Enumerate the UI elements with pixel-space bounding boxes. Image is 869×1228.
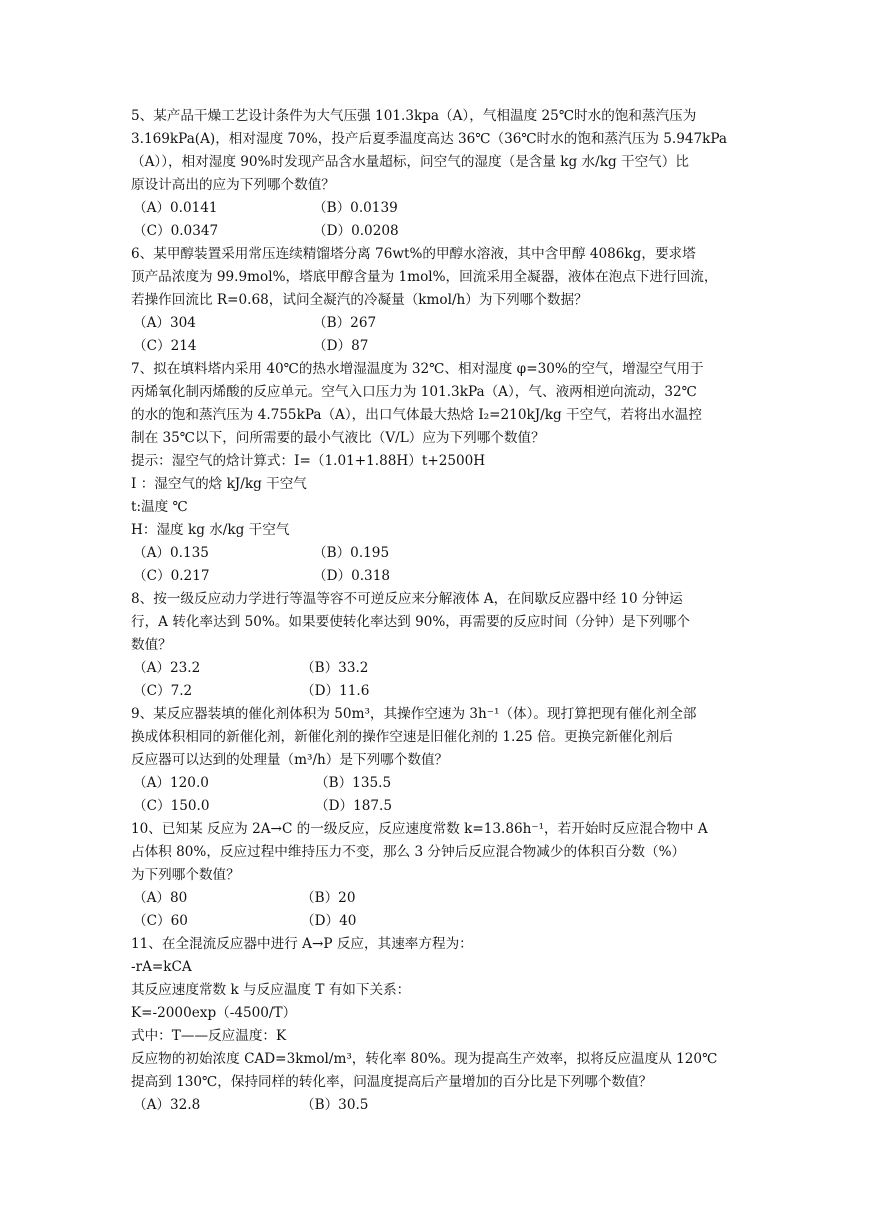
question-text-line: 数值？: [131, 637, 172, 653]
options-row: [131, 220, 744, 243]
options-row: [131, 887, 744, 910]
questions-container: [131, 105, 744, 1117]
question-text-line: 3.169kPa(A)，相对湿度 70%，投产后夏季温度高达 36℃（36℃时水的饱和蒸汽压为 5.947kPa: [131, 131, 728, 147]
answer-option: （A）32.8: [133, 1097, 201, 1113]
answer-option: （B）0.0139: [313, 200, 398, 216]
question-text-line: 占体积 80%，反应过程中维持压力不变，那么 3 分钟后反应混合物减少的体积百分数（%）: [131, 844, 686, 860]
question-text-line: 行，A 转化率达到 50%。如果要使转化率达到 90%，再需要的反应时间（分钟）是下列哪个: [131, 614, 690, 630]
question-5: [131, 105, 744, 243]
answer-option: （D）0.0208: [313, 223, 399, 239]
answer-option: （A）23.2: [133, 660, 201, 676]
question-text-line: 其反应速度常数 k 与反应温度 T 有如下关系：: [131, 982, 411, 998]
question-text-line: 原设计高出的应为下列哪个数值？: [131, 177, 335, 193]
options-row: [131, 1094, 744, 1117]
answer-option: （D）11.6: [301, 683, 370, 699]
question-text-line: I ：湿空气的焓 kJ/kg 干空气: [131, 476, 307, 492]
question-text-line: 若操作回流比 R=0.68，试问全凝汽的冷凝量（kmol/h）为下列哪个数据？: [131, 292, 588, 308]
options-row: [131, 312, 744, 335]
question-text-line: -rA=kCA: [131, 959, 192, 975]
answer-option: （C）0.217: [133, 568, 210, 584]
question-9: [131, 703, 744, 818]
question-text-line: 换成体积相同的新催化剂，新催化剂的操作空速是旧催化剂的 1.25 倍。更换完新催化剂后: [131, 729, 673, 745]
options-row: [131, 910, 744, 933]
answer-option: （D）87: [313, 338, 369, 354]
question-8: [131, 588, 744, 703]
question-text-line: （A）），相对湿度 90%时发现产品含水量超标，问空气的湿度（是含量 kg 水/kg 干空气）比: [131, 154, 689, 170]
question-text-line: 顶产品浓度为 99.9mol%，塔底甲醇含量为 1mol%，回流采用全凝器，液体在泡点下进行回流，: [131, 269, 718, 285]
answer-option: （C）150.0: [133, 798, 210, 814]
answer-option: （C）60: [133, 913, 188, 929]
question-text-line: 提高到 130℃，保持同样的转化率，问温度提高后产量增加的百分比是下列哪个数值？: [131, 1074, 653, 1090]
question-6: [131, 243, 744, 358]
answer-option: （C）7.2: [133, 683, 193, 699]
question-text-line: 提示：湿空气的焓计算式：I=（1.01+1.88H）t+2500H: [131, 453, 486, 469]
question-text-line: 7、拟在填料塔内采用 40℃的热水增湿温度为 32℃、相对湿度 φ=30%的空气，增湿空气用于: [131, 361, 704, 377]
answer-option: （A）0.135: [133, 545, 209, 561]
answer-option: （D）0.318: [313, 568, 391, 584]
question-text-line: 反应物的初始浓度 CAD=3kmol/m³，转化率 80%。现为提高生产效率，拟将反应温度从 120℃: [131, 1051, 718, 1067]
question-text-line: 制在 35℃以下，问所需要的最小气液比（V/L）应为下列哪个数值？: [131, 430, 545, 446]
question-text-line: H：湿度 kg 水/kg 干空气: [131, 522, 290, 538]
question-text-line: 5、某产品干燥工艺设计条件为大气压强 101.3kpa（A），气相温度 25℃时水的饱和蒸汽压为: [131, 108, 697, 124]
question-text-line: t:温度 ℃: [131, 499, 188, 515]
question-text-line: 10、已知某 反应为 2A→C 的一级反应，反应速度常数 k=13.86h⁻¹，若开始时反应混合物中 A: [131, 821, 708, 837]
question-text-line: 9、某反应器装填的催化剂体积为 50m³，其操作空速为 3h⁻¹（体）。现打算把现有催化剂全部: [131, 706, 697, 722]
options-row: [131, 335, 744, 358]
question-text-line: K=-2000exp（-4500/T）: [131, 1005, 297, 1021]
answer-option: （A）80: [133, 890, 188, 906]
question-text-line: 式中：T——反应温度：K: [131, 1028, 287, 1044]
question-text-line: 8、按一级反应动力学进行等温等容不可逆反应来分解液体 A，在间歇反应器中经 10 分钟运: [131, 591, 683, 607]
options-row: [131, 772, 744, 795]
answer-option: （C）214: [133, 338, 197, 354]
answer-option: （B）267: [313, 315, 377, 331]
answer-option: （B）0.195: [313, 545, 390, 561]
answer-option: （D）40: [301, 913, 357, 929]
question-text-line: 6、某甲醇装置采用常压连续精馏塔分离 76wt%的甲醇水溶液，其中含甲醇 4086kg，要求塔: [131, 246, 696, 262]
answer-option: （B）135.5: [315, 775, 392, 791]
question-text-line: 11、在全混流反应器中进行 A→P 反应，其速率方程为：: [131, 936, 473, 952]
options-row: [131, 197, 744, 220]
options-row: [131, 795, 744, 818]
answer-option: （A）0.0141: [133, 200, 218, 216]
question-11: [131, 933, 744, 1117]
question-text-line: 反应器可以达到的处理量（m³/h）是下列哪个数值？: [131, 752, 449, 768]
options-row: [131, 565, 744, 588]
options-row: [131, 657, 744, 680]
answer-option: （A）304: [133, 315, 196, 331]
options-row: [131, 542, 744, 565]
answer-option: （D）187.5: [315, 798, 393, 814]
answer-option: （B）30.5: [301, 1097, 369, 1113]
answer-option: （A）120.0: [133, 775, 209, 791]
answer-option: （C）0.0347: [133, 223, 219, 239]
answer-option: （B）33.2: [301, 660, 369, 676]
question-7: [131, 358, 744, 588]
answer-option: （B）20: [301, 890, 356, 906]
options-row: [131, 680, 744, 703]
question-10: [131, 818, 744, 933]
question-text-line: 为下列哪个数值？: [131, 867, 240, 883]
question-text-line: 丙烯氧化制丙烯酸的反应单元。空气入口压力为 101.3kPa（A），气、液两相逆向流动，32℃: [131, 384, 697, 400]
question-text-line: 的水的饱和蒸汽压为 4.755kPa（A），出口气体最大热焓 I₂=210kJ/kg 干空气，若将出水温控: [131, 407, 702, 423]
